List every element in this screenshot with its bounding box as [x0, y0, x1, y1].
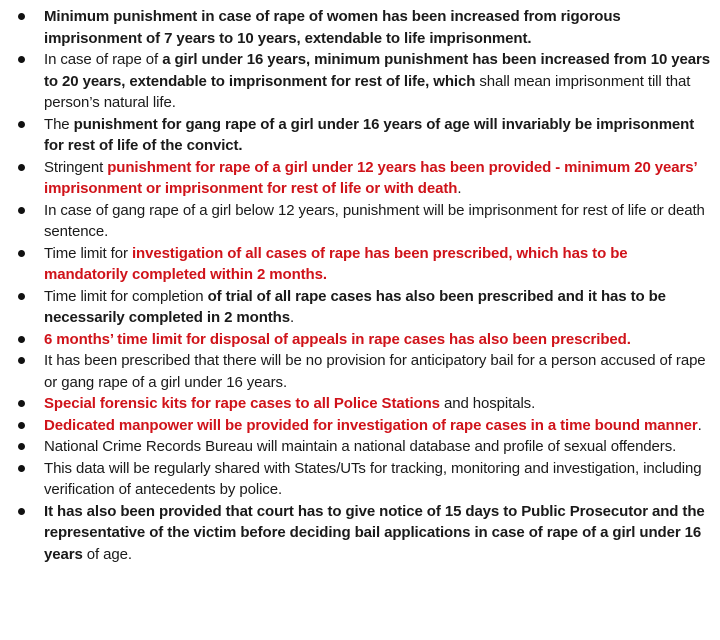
list-item	[6, 114, 710, 157]
text-segment-normal: National Crime Records Bureau will maintain a national database and profile of sexual offenders.	[44, 438, 677, 455]
list-item	[6, 157, 710, 200]
list-item	[6, 329, 710, 351]
text-segment-red: investigation of all cases of rape has been prescribed, which has to be mandatorily completed within 2 months.	[44, 244, 628, 283]
text-segment-normal: and hospitals.	[439, 395, 536, 412]
bullet-dot-icon	[18, 250, 25, 257]
list-item	[6, 501, 710, 566]
text-segment-bold: Minimum punishment in case of rape of women has been increased from rigorous imprisonment of 7 years to 10 years, extendable to life imprisonment.	[44, 8, 621, 47]
text-segment-normal: shall mean imprisonment till that person’s natural life.	[44, 72, 691, 111]
list-item	[6, 243, 710, 286]
text-segment-red: Special forensic kits for rape cases to all Police Stations	[44, 395, 440, 412]
text-segment-bold: a girl under 16 years, minimum punishment has been increased from 10 years to 20 years, extendable to imprisonment for rest of life, which	[44, 51, 710, 90]
text-segment-normal: .	[289, 309, 295, 326]
text-segment-normal: It has been prescribed that there will be no provision for anticipatory bail for a person accused of rape or gang rape of a girl under 16 years.	[44, 352, 706, 391]
list-item	[6, 6, 710, 49]
bullet-dot-icon	[18, 443, 25, 450]
list-item	[6, 49, 710, 114]
bullet-dot-icon	[18, 56, 25, 63]
bullet-dot-icon	[18, 400, 25, 407]
text-segment-normal: of age.	[82, 545, 132, 563]
bullet-list	[6, 6, 710, 565]
text-segment-red: Dedicated manpower will be provided for investigation of rape cases in a time bound manner	[44, 416, 698, 434]
text-segment-normal: This data will be regularly shared with States/UTs for tracking, monitoring and investigation, including verification of antecedents by police.	[44, 459, 702, 498]
list-item	[6, 393, 710, 415]
list-item	[6, 458, 710, 501]
text-segment-red: 6 months’ time limit for disposal of appeals in rape cases has also been prescribed.	[44, 330, 631, 348]
list-item	[6, 286, 710, 329]
text-segment-bold: of trial of all rape cases has also been prescribed and it has to be necessarily completed in 2 months	[44, 287, 666, 326]
bullet-dot-icon	[18, 164, 25, 171]
bullet-dot-icon	[18, 293, 25, 300]
text-segment-normal: Time limit for completion	[44, 287, 208, 305]
text-segment-normal: In case of gang rape of a girl below 12 years, punishment will be imprisonment for rest of life or death sentence.	[44, 201, 705, 240]
text-segment-normal: The	[44, 115, 74, 133]
text-segment-bold: punishment for gang rape of a girl under 16 years of age will invariably be imprisonment for rest of life of the convict.	[44, 115, 695, 154]
list-item	[6, 415, 710, 437]
text-segment-normal: In case of rape of	[44, 51, 163, 68]
list-item	[6, 436, 710, 458]
list-item	[6, 350, 710, 393]
bullet-dot-icon	[18, 357, 25, 364]
bullet-dot-icon	[18, 13, 25, 20]
bullet-dot-icon	[18, 465, 25, 472]
text-segment-red: punishment for rape of a girl under 12 years has been provided - minimum 20 years’ imprisonment or imprisonment for rest of life or with death	[44, 158, 697, 197]
text-segment-normal: .	[697, 416, 702, 434]
bullet-dot-icon	[18, 207, 25, 214]
list-item	[6, 200, 710, 243]
text-segment-normal: Time limit for	[44, 244, 132, 262]
text-segment-bold: It has also been provided that court has to give notice of 15 days to Public Prosecutor and the representative of the victim before deciding bail applications in case of rape of a girl under 16 years	[44, 502, 705, 563]
bullet-dot-icon	[18, 422, 25, 429]
bullet-dot-icon	[18, 508, 25, 515]
text-segment-normal: .	[457, 180, 462, 197]
bullet-dot-icon	[18, 336, 25, 343]
bullet-dot-icon	[18, 121, 25, 128]
text-segment-normal: Stringent	[44, 158, 108, 176]
